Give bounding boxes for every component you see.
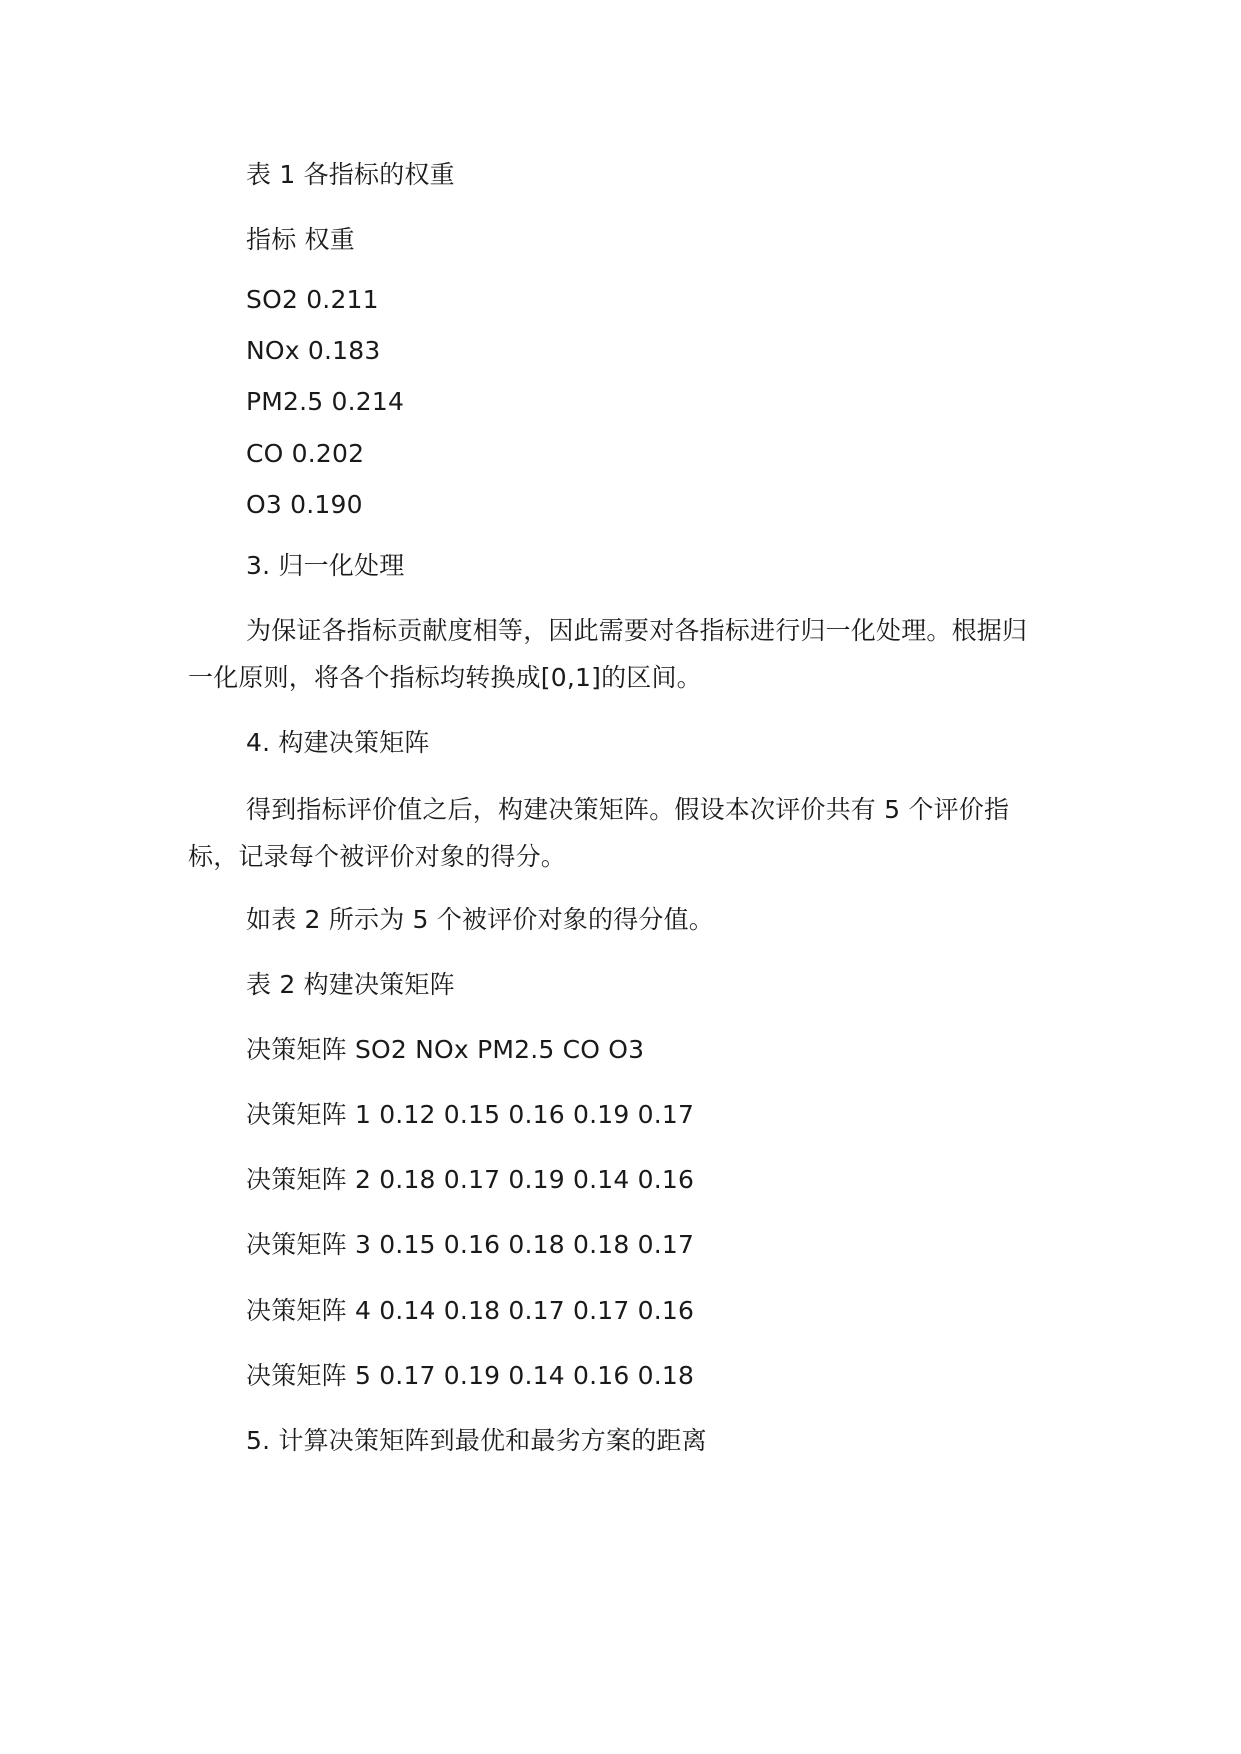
table2-row: 决策矩阵 1 0.12 0.15 0.16 0.19 0.17 [246, 1100, 695, 1129]
section4-body: 得到指标评价值之后，构建决策矩阵。假设本次评价共有 5 个评价指标，记录每个被评价对象的得分。 [188, 795, 1010, 871]
table2-row: 决策矩阵 2 0.18 0.17 0.19 0.14 0.16 [246, 1165, 695, 1194]
table2-row: 决策矩阵 5 0.17 0.19 0.14 0.16 0.18 [246, 1361, 695, 1390]
table1-row: PM2.5 0.214 [246, 387, 405, 416]
table1-caption: 表 1 各指标的权重 [246, 160, 455, 189]
table2-row: 决策矩阵 3 0.15 0.16 0.18 0.18 0.17 [246, 1230, 695, 1259]
table2-header: 决策矩阵 SO2 NOx PM2.5 CO O3 [246, 1035, 645, 1064]
section4-intro: 如表 2 所示为 5 个被评价对象的得分值。 [246, 905, 715, 934]
table1-row: SO2 0.211 [246, 285, 379, 314]
table1-row: CO 0.202 [246, 439, 365, 468]
table1-row: NOx 0.183 [246, 336, 381, 365]
table1-row: O3 0.190 [246, 490, 363, 519]
section4-heading: 4. 构建决策矩阵 [246, 728, 430, 757]
table1-header: 指标 权重 [246, 225, 355, 254]
section5-heading: 5. 计算决策矩阵到最优和最劣方案的距离 [246, 1426, 707, 1455]
section3-heading: 3. 归一化处理 [246, 551, 405, 580]
section3-body: 为保证各指标贡献度相等，因此需要对各指标进行归一化处理。根据归一化原则，将各个指标均转换成[0,1]的区间。 [188, 616, 1028, 692]
table2-caption: 表 2 构建决策矩阵 [246, 970, 455, 999]
table2-row: 决策矩阵 4 0.14 0.18 0.17 0.17 0.16 [246, 1296, 695, 1325]
